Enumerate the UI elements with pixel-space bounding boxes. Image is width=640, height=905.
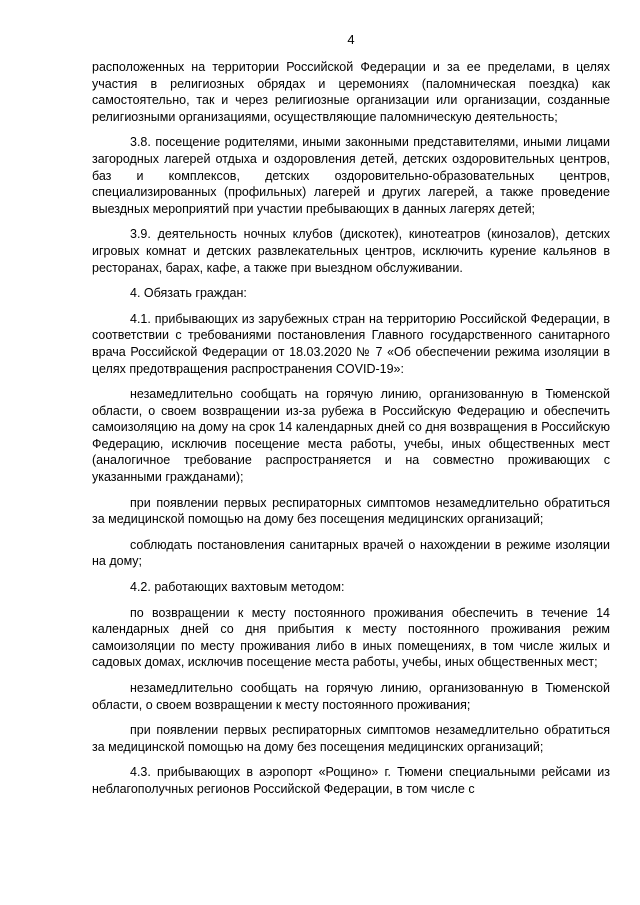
paragraph-4-2-symptoms: при появлении первых респираторных симптомов незамедлительно обратиться за медицинской помощью на дому без посещения медицинских организаций; — [92, 723, 610, 754]
page-number: 4 — [347, 32, 355, 47]
paragraph-4-2-isolation: по возвращении к месту постоянного проживания обеспечить в течение 14 календарных дней со дня прибытия к месту постоянного проживания режим самоизоляции по месту проживания либо в иных помещениях, в том числе жилых и садовых домах, исключив посещение места работы, учебы, иных общественных мест; — [92, 605, 610, 670]
paragraph-3-9: 3.9. деятельность ночных клубов (дискотек), кинотеатров (кинозалов), детских игровых комнат и детских развлекательных центров, исключить курение кальянов в ресторанах, барах, кафе, а также при выездном обслуживании. — [92, 227, 610, 275]
paragraph-4-1-comply: соблюдать постановления санитарных врачей о нахождении в режиме изоляции на дому; — [92, 537, 610, 569]
paragraph-4: 4. Обязать граждан: — [130, 286, 247, 301]
paragraph-3-8: 3.8. посещение родителями, иными законными представителями, иными лицами загородных лагерей отдыха и оздоровления детей, детских оздоровительных центров, баз и комплексов, детских оздоровительно-образовательных центров, специализированных (профильных) лагерей и других лагерей, а также проведение выездных мероприятий при участии пребывающих в данных лагерях детей; — [92, 135, 610, 216]
paragraph-4-1-report: незамедлительно сообщать на горячую линию, организованную в Тюменской области, о своем возвращении из-за рубежа в Российскую Федерацию и обеспечить самоизоляцию на дому на срок 14 календарных дней со дня возвращения в Российскую Федерацию, исключив посещение места работы, учебы, иных общественных мест (аналогичное требование распространяется и на совместно проживающих с указанными гражданами); — [92, 387, 610, 485]
paragraph-4-3: 4.3. прибывающих в аэропорт «Рощино» г. Тюмени специальными рейсами из неблагополучных регионов Российской Федерации, в том числе с — [92, 765, 610, 796]
paragraph-continuation: расположенных на территории Российской Федерации и за ее пределами, в целях участия в религиозных обрядах и церемониях (паломническая поездка) как самостоятельно, так и через религиозные организации или организации, созданные религиозными организациями, осуществляющие паломническую деятельность; — [92, 60, 610, 124]
paragraph-4-1-symptoms: при появлении первых респираторных симптомов незамедлительно обратиться за медицинской помощью на дому без посещения медицинских организаций; — [92, 495, 610, 527]
paragraph-4-2: 4.2. работающих вахтовым методом: — [130, 580, 345, 595]
paragraph-4-2-report: незамедлительно сообщать на горячую линию, организованную в Тюменской области, о своем возвращении к месту постоянного проживания; — [92, 681, 610, 712]
paragraph-4-1: 4.1. прибывающих из зарубежных стран на территорию Российской Федерации, в соответствии с требованиями постановления Главного государственного санитарного врача Российской Федерации от 18.03.2020 № 7 «Об обеспечении режима изоляции в целях предотвращения распространения COVID-19»: — [92, 311, 610, 376]
